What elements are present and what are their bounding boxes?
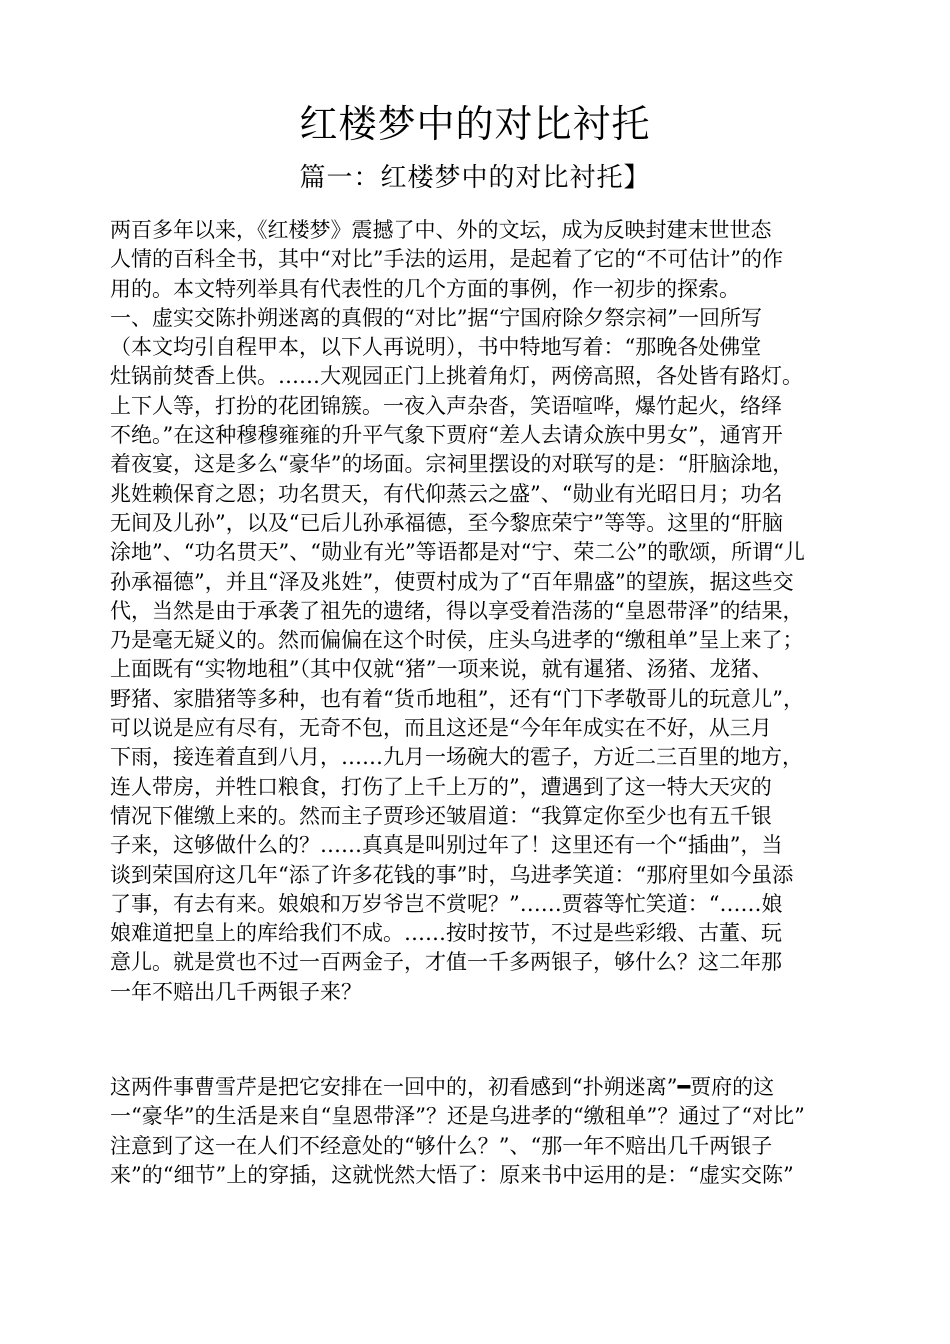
text-line: 孙承福德”，并且“泽及兆姓”，使贾村成为了“百年鼎盛”的望族，据这些交 [110, 569, 794, 594]
text-line: 涂地”、“功名贯天”、“勋业有光”等语都是对“宁、荣二公”的歌颂，所谓“儿 [110, 540, 805, 565]
text-line: 无间及儿孙”，以及“已后儿孙承福德，至今黎庶荣宁”等等。这里的“肝脑 [110, 510, 783, 535]
text-line: 一“豪华”的生活是来自“皇恩带泽”？还是乌进孝的“缴租单”？通过了“对比” [110, 1104, 805, 1129]
text-line: 注意到了这一在人们不经意处的“够什么？”、“那一年不赔出几千两银子 [110, 1133, 773, 1158]
text-line: 这两件事曹雪芹是把它安排在一回中的，初看感到“扑朔迷离”━贾府的这 [110, 1075, 775, 1099]
body-paragraph-1 [110, 216, 870, 1007]
body-paragraph-2 [110, 1073, 870, 1190]
text-line: 可以说是应有尽有，无奇不包，而且这还是“今年年成实在不好，从三月 [110, 716, 772, 741]
text-line: 上面既有“实物地租”（其中仅就“猪”一项来说，就有暹猪、汤猪、龙猪、 [110, 657, 773, 682]
text-line: 不绝。”在这种穆穆雍雍的升平气象下贾府“差人去请众族中男女”，通宵开 [110, 423, 783, 448]
text-line: 乃是毫无疑义的。然而偏偏在这个时侯，庄头乌进孝的“缴租单”呈上来了； [110, 628, 804, 653]
text-line: 下雨，接连着直到八月，……九月一场碗大的雹子，方近二三百里的地方， [110, 745, 803, 770]
text-line: 两百多年以来，《红楼梦》震撼了中、外的文坛，成为反映封建末世世态 [110, 218, 772, 242]
text-line: 了事，有去有来。娘娘和万岁爷岂不赏呢？”……贾蓉等忙笑道：“……娘 [110, 891, 783, 916]
text-line: 代，当然是由于承袭了祖先的遗绪，得以享受着浩荡的“皇恩带泽”的结果， [110, 598, 804, 623]
text-line: 娘难道把皇上的库给我们不成。……按时按节，不过是些彩缎、古董、玩 [110, 921, 782, 946]
document-title: 红楼梦中的对比衬托 [299, 102, 651, 146]
text-line: 用的。本文特列举具有代表性的几个方面的事例，作一初步的探索。 [110, 276, 740, 301]
text-line: 一年不赔出几千两银子来？ [110, 979, 362, 1004]
text-line: （本文均引自程甲本，以下人再说明），书中特地写着：“那晚各处佛堂 [110, 335, 762, 360]
text-line: 一、虚实交陈扑朔迷离的真假的“对比”据“宁国府除夕祭宗祠”一回所写 [110, 305, 762, 330]
text-line: 连人带房，并牲口粮食，打伤了上千上万的”，遭遇到了这一特大天灾的 [110, 774, 772, 799]
text-line: 来”的“细节”上的穿插，这就恍然大悟了：原来书中运用的是：“虚实交陈” [110, 1162, 794, 1187]
text-line: 上下人等，打扮的花团锦簇。一夜入声杂沓，笑语喧哗，爆竹起火，络绎 [110, 393, 782, 418]
document-subtitle: 篇一：红楼梦中的对比衬托】 [299, 163, 651, 193]
text-line: 着夜宴，这是多么“豪华”的场面。宗祠里摆设的对联写的是：“肝脑涂地， [110, 452, 794, 477]
text-line: 野猪、家腊猪等多种，也有着“货币地租”，还有“门下孝敬哥儿的玩意儿”， [110, 686, 804, 711]
text-line: 情况下催缴上来的。然而主子贾珍还皱眉道：“我算定你至少也有五千银 [110, 803, 772, 828]
text-line: 灶锅前焚香上供。……大观园正门上挑着角灯，两傍高照，各处皆有路灯。 [110, 364, 803, 389]
text-line: 兆姓赖保育之恩；功名贯天，有代仰蒸云之盛”、“勋业有光昭日月；功名 [110, 481, 783, 506]
text-line: 谈到荣国府这几年“添了许多花钱的事”时，乌进孝笑道：“那府里如今虽添 [110, 862, 794, 887]
text-line: 子来，这够做什么的？……真真是叫别过年了！这里还有一个“插曲”，当 [110, 833, 783, 858]
text-line: 意儿。就是赏也不过一百两金子，才值一千多两银子，够什么？这二年那 [110, 950, 782, 975]
text-line: 人情的百科全书，其中“对比”手法的运用，是起着了它的“不可估计”的作 [110, 247, 783, 272]
